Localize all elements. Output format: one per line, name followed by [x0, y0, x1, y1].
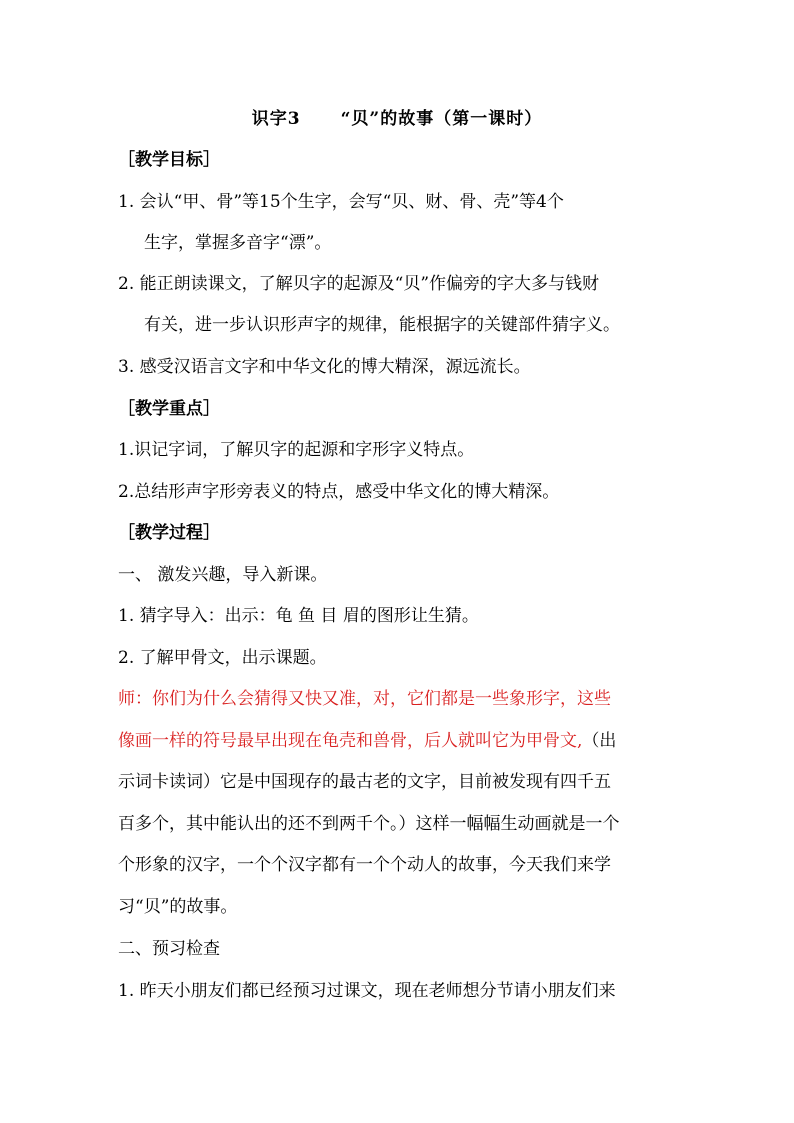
key-points-heading: ［教学重点］	[118, 399, 220, 419]
goal-2-line-1: 2. 能正朗读课文，了解贝字的起源及“贝”作偏旁的字大多与钱财	[118, 274, 600, 294]
teacher-line-4: 百多个，其中能认出的还不到两千个。）这样一幅幅生动画就是一个	[118, 814, 620, 834]
key-point-1: 1.识记字词，了解贝字的起源和字形字义特点。	[118, 440, 475, 460]
teacher-line-6: 习“贝”的故事。	[118, 897, 238, 917]
lesson-number: 识字3	[251, 109, 301, 129]
lesson-title	[0, 104, 794, 129]
step-2-heading: 二、预习检查	[118, 939, 220, 959]
goal-3: 3. 感受汉语言文字和中华文化的博大精深，源远流长。	[118, 357, 531, 377]
teacher-line-5: 个形象的汉字，一个个汉字都有一个个动人的故事，今天我们来学	[118, 855, 611, 875]
lesson-name: “贝”的故事（第一课时）	[340, 109, 543, 129]
goals-heading: ［教学目标］	[118, 150, 220, 170]
teacher-line-1: 师：你们为什么会猜得又快又准，对，它们都是一些象形字，这些	[118, 689, 611, 709]
step-2-item-1: 1. 昨天小朋友们都已经预习过课文，现在老师想分节请小朋友们来	[118, 981, 616, 1001]
goal-1-line-2: 生字，掌握多音字“漂”。	[144, 233, 332, 253]
key-point-2: 2.总结形声字形旁表义的特点，感受中华文化的博大精深。	[118, 482, 560, 502]
step-1-item-1: 1. 猜字导入：出示：龟 鱼 目 眉的图形让生猜。	[118, 606, 479, 626]
teacher-line-2	[118, 729, 616, 753]
process-heading: ［教学过程］	[118, 523, 220, 543]
teacher-line-3: 示词卡读词）它是中国现存的最古老的文字，目前被发现有四千五	[118, 772, 611, 792]
goal-1-line-1: 1. 会认“甲、骨”等15个生字，会写“贝、财、骨、壳”等4个	[118, 192, 564, 212]
step-1-heading: 一、 激发兴趣，导入新课。	[118, 565, 328, 585]
goal-2-line-2: 有关，进一步认识形声字的规律，能根据字的关键部件猜字义。	[144, 315, 620, 335]
teacher-line-2-black: （出	[582, 731, 617, 751]
teacher-line-2-red: 像画一样的符号最早出现在龟壳和兽骨，后人就叫它为甲骨文,	[118, 731, 583, 751]
step-1-item-2: 2. 了解甲骨文，出示课题。	[118, 648, 327, 668]
